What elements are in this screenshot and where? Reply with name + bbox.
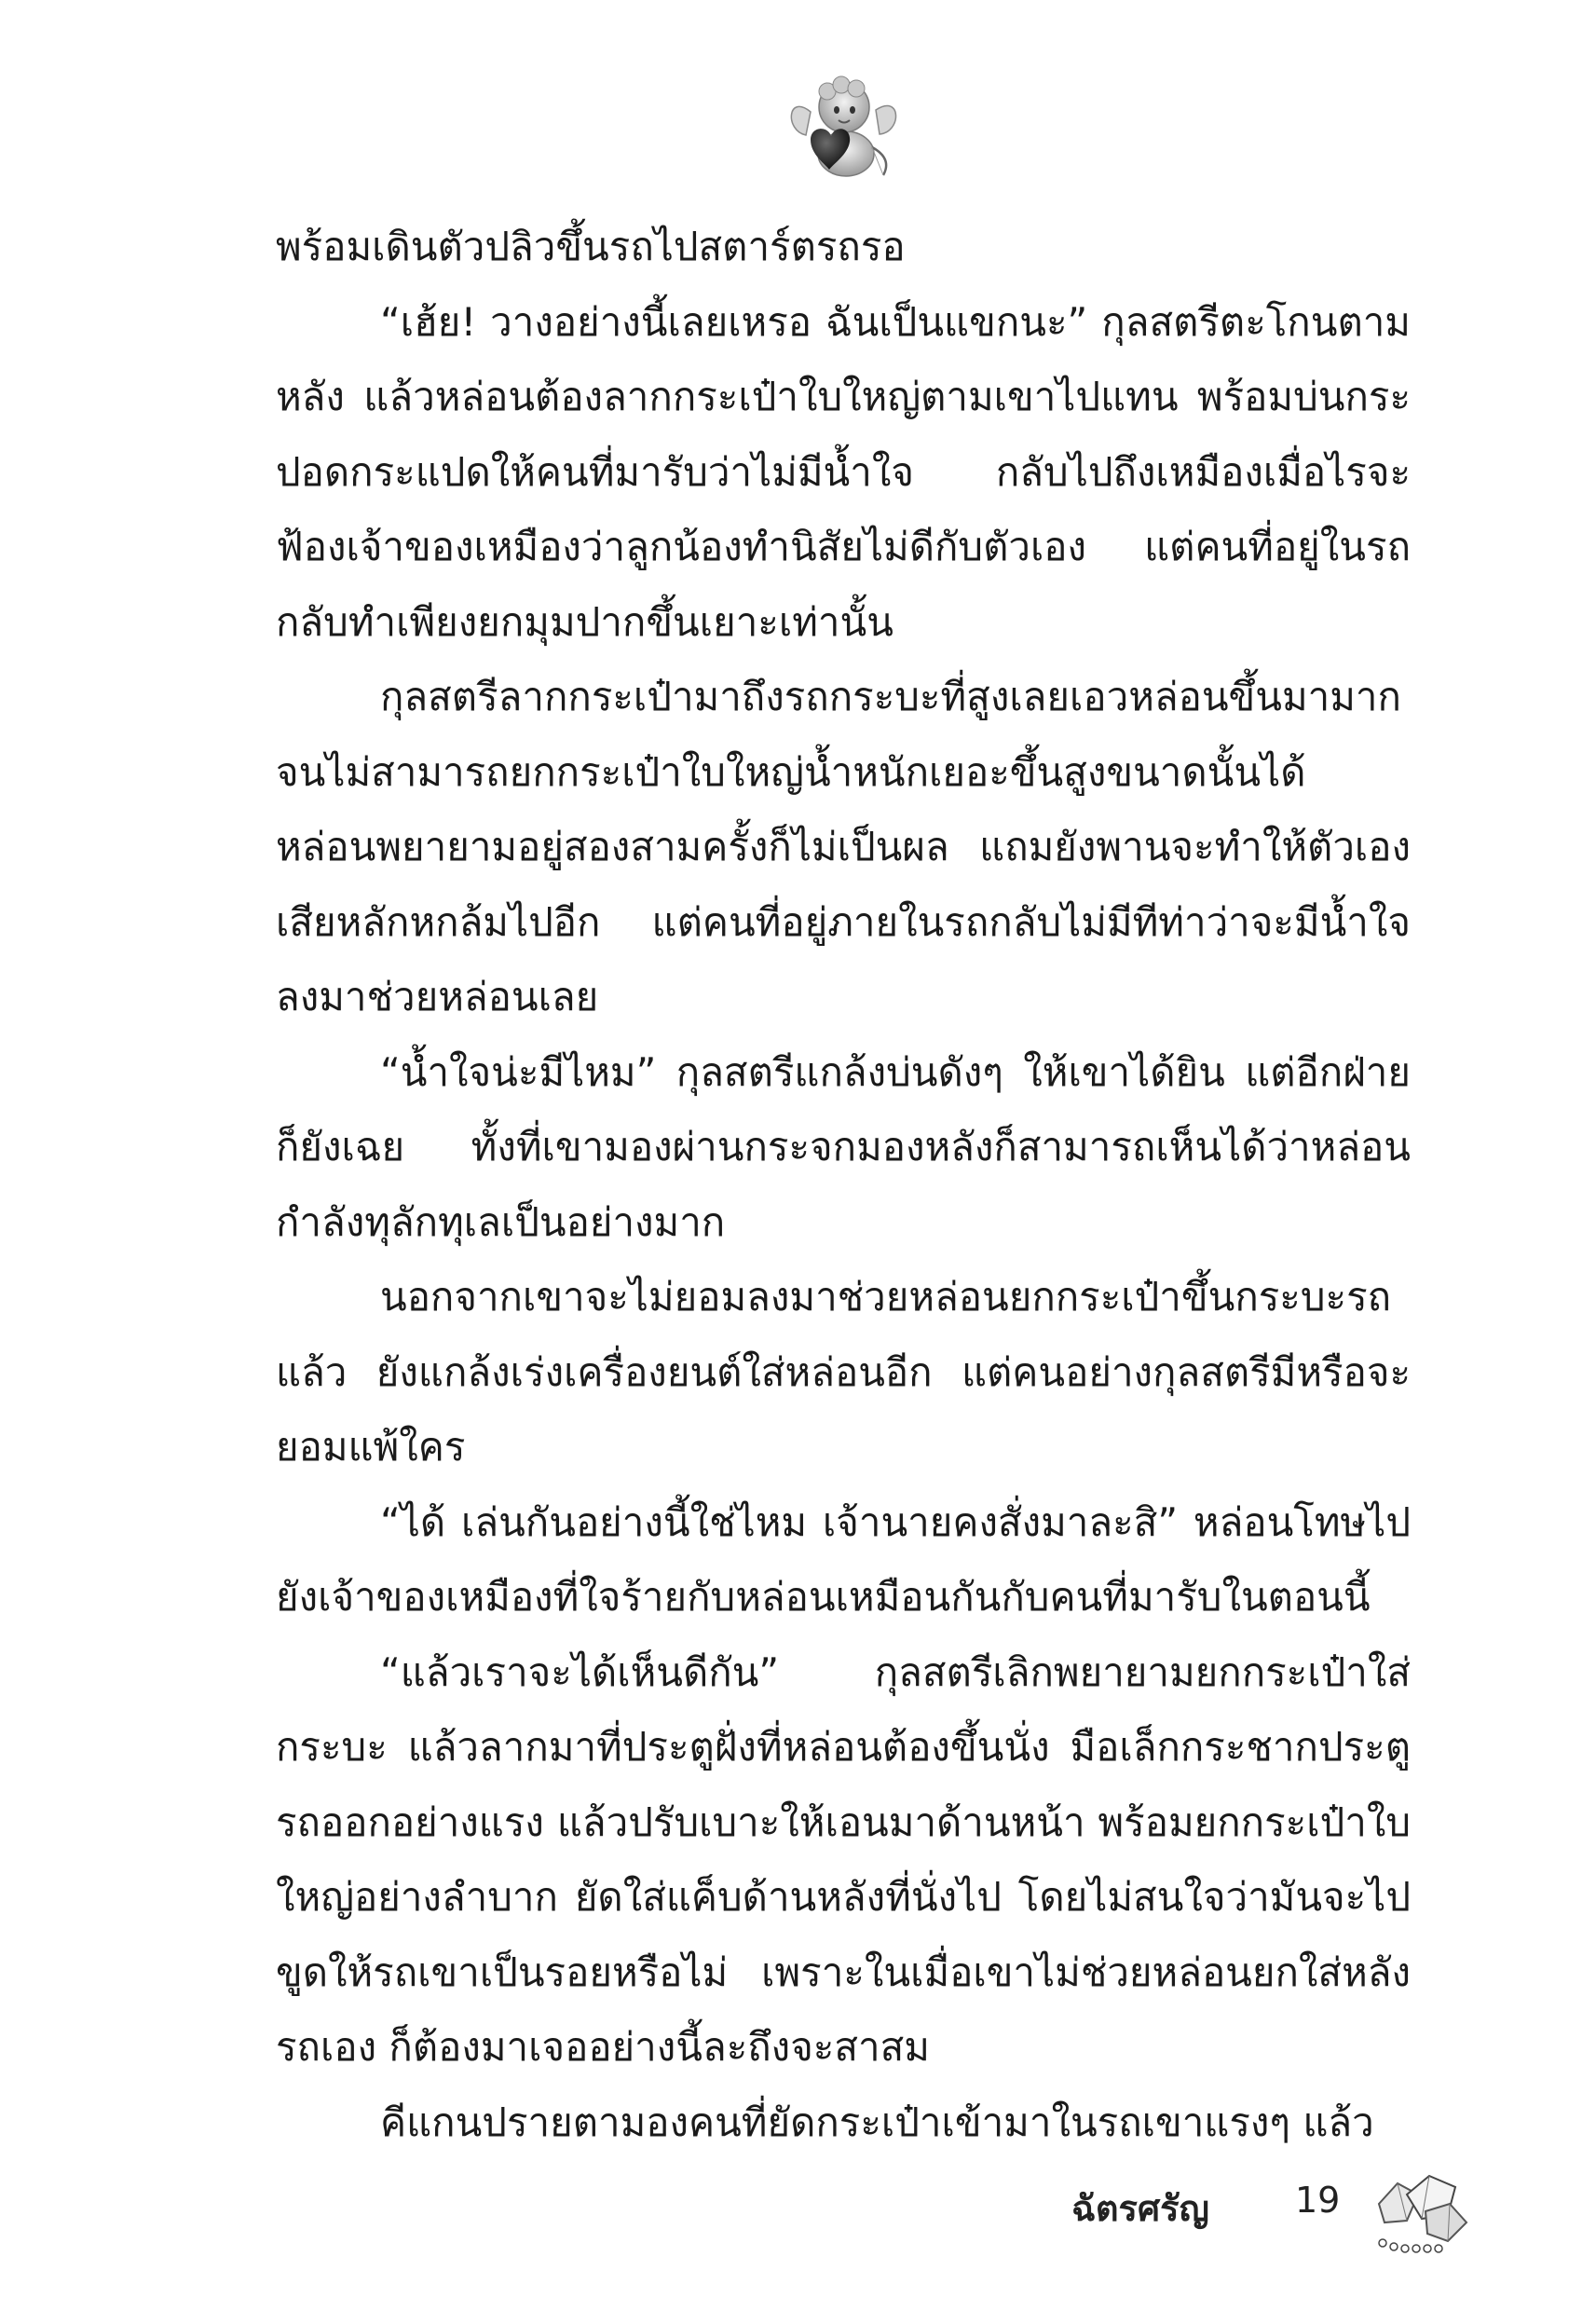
page-footer — [1071, 2167, 1463, 2260]
paragraph: กุลสตรีลากกระเป๋ามาถึงรถกระบะที่สูงเลยเอวหล่อนขึ้นมามาก จนไม่สามารถยกกระเป๋าใบใหญ่น้ำหนักเยอะขึ้นสูงขนาดนั้นได้ หล่อนพยายามอยู่สองสามครั้งก็ไม่เป็นผล แถมยังพานจะทำให้ตัวเองเสียหลักหกล้มไปอีก แต่คนที่อยู่ภายในรถกลับไม่มีทีท่าว่าจะมีน้ำใจลงมาช่วยหล่อนเลย — [276, 674, 1411, 1019]
book-title: ฉัตรศรัญ — [1071, 2188, 1209, 2229]
page-number: 19 — [1295, 2180, 1341, 2221]
paragraph: “น้ำใจน่ะมีไหม” กุลสตรีแกล้งบ่นดังๆ ให้เขาได้ยิน แต่อีกฝ่ายก็ยังเฉย ทั้งที่เขามองผ่านกระจกมองหลังก็สามารถเห็นได้ว่าหล่อนกำลังทุลักทุเลเป็นอย่างมาก — [276, 1048, 1411, 1245]
cupid-heart-icon — [783, 65, 904, 186]
paragraph: คีแกนปรายตามองคนที่ยัดกระเป๋าเข้ามาในรถเขาแรงๆ แล้ว — [380, 2099, 1374, 2145]
body-text — [276, 210, 1411, 2160]
paragraph: นอกจากเขาจะไม่ยอมลงมาช่วยหล่อนยกกระเป๋าขึ้นกระบะรถแล้ว ยังแกล้งเร่งเครื่องยนต์ใส่หล่อนอีก แต่คนอย่างกุลสตรีมีหรือจะยอมแพ้ใคร — [276, 1274, 1411, 1470]
paragraph: “แล้วเราจะได้เห็นดีกัน” กุลสตรีเลิกพยายามยกกระเป๋าใส่กระบะ แล้วลากมาที่ประตูฝั่งที่หล่อนต้องขึ้นนั่ง มือเล็กกระชากประตูรถออกอย่างแรง แล้วปรับเบาะให้เอนมาด้านหน้า พร้อมยกกระเป๋าใบใหญ่อย่างลำบาก ยัดใส่แค็บด้านหลังที่นั่งไป โดยไม่สนใจว่ามันจะไปขูดให้รถเขาเป็นรอยหรือไม่ เพราะในเมื่อเขาไม่ช่วยหล่อนยกใส่หลังรถเอง ก็ต้องมาเจออย่างนี้ละถึงจะสาสม — [276, 1648, 1411, 2070]
paragraph: พร้อมเดินตัวปลิวขึ้นรถไปสตาร์ตรถรอ — [276, 224, 906, 269]
diamond-cluster-icon — [1370, 2167, 1472, 2256]
paragraph: “เฮ้ย! วางอย่างนี้เลยเหรอ ฉันเป็นแขกนะ” กุลสตรีตะโกนตามหลัง แล้วหล่อนต้องลากกระเป๋าใบใหญ่ตามเขาไปแทน พร้อมบ่นกระปอดกระแปดให้คนที่มารับว่าไม่มีน้ำใจ กลับไปถึงเหมืองเมื่อไรจะฟ้องเจ้าของเหมืองว่าลูกน้องทำนิสัยไม่ดีกับตัวเอง แต่คนที่อยู่ในรถกลับทำเพียงยกมุมปากขึ้นเยาะเท่านั้น — [276, 298, 1411, 645]
paragraph: “ได้ เล่นกันอย่างนี้ใช่ไหม เจ้านายคงสั่งมาละสิ” หล่อนโทษไปยังเจ้าของเหมืองที่ใจร้ายกับหล่อนเหมือนกันกับคนที่มารับในตอนนี้ — [276, 1498, 1411, 1620]
